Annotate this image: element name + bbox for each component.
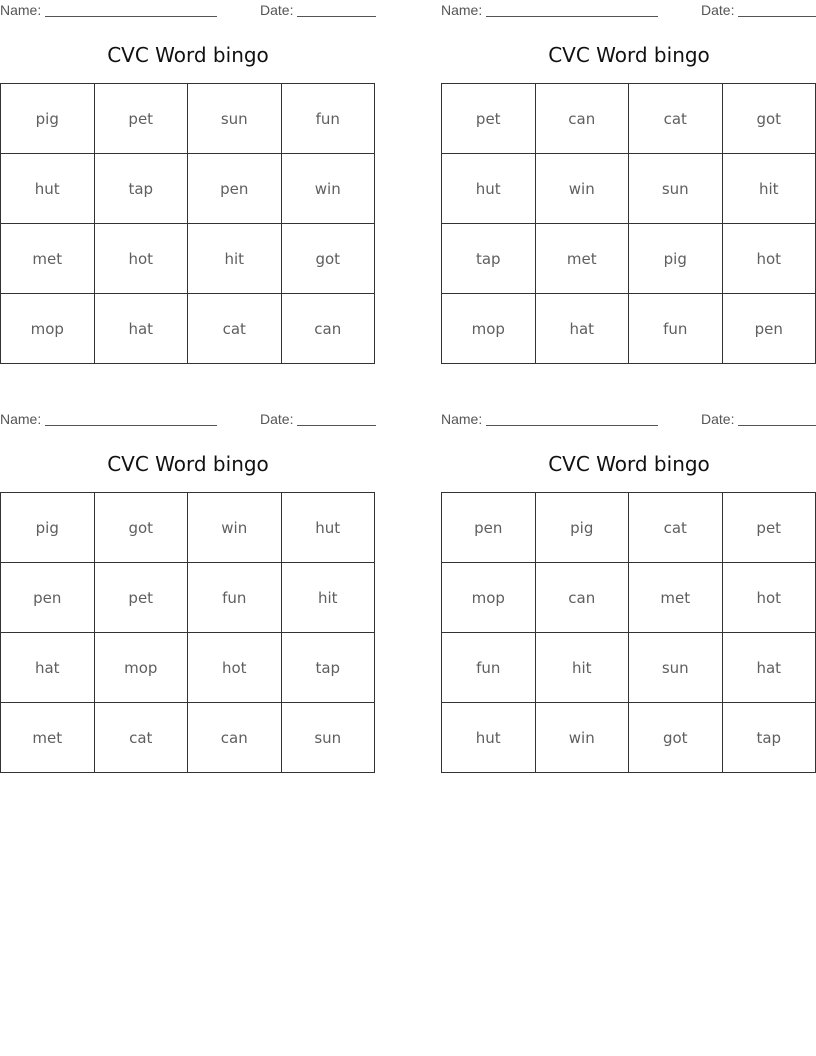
bingo-cell[interactable]: pig bbox=[535, 493, 629, 563]
bingo-cell[interactable]: mop bbox=[1, 294, 95, 364]
date-field[interactable] bbox=[738, 425, 816, 426]
bingo-grid bbox=[0, 492, 375, 773]
bingo-cell[interactable]: got bbox=[629, 703, 723, 773]
grid-row bbox=[442, 703, 816, 773]
bingo-cell[interactable]: met bbox=[1, 703, 95, 773]
bingo-cell[interactable]: pet bbox=[722, 493, 816, 563]
grid-row bbox=[442, 224, 816, 294]
bingo-cell[interactable]: pen bbox=[722, 294, 816, 364]
grid-row bbox=[442, 154, 816, 224]
bingo-cell[interactable]: pet bbox=[94, 84, 188, 154]
date-label: Date: bbox=[260, 2, 294, 18]
bingo-cell[interactable]: cat bbox=[629, 493, 723, 563]
name-field[interactable] bbox=[45, 425, 217, 426]
bingo-cell[interactable]: hut bbox=[1, 154, 95, 224]
bingo-grid bbox=[441, 83, 816, 364]
bingo-cell[interactable]: win bbox=[281, 154, 375, 224]
grid-row bbox=[1, 633, 375, 703]
grid-row bbox=[1, 224, 375, 294]
bingo-cell[interactable]: hut bbox=[442, 703, 536, 773]
bingo-cell[interactable]: tap bbox=[94, 154, 188, 224]
date-label: Date: bbox=[260, 411, 294, 427]
bingo-cell[interactable]: pen bbox=[188, 154, 282, 224]
bingo-cell[interactable]: win bbox=[535, 703, 629, 773]
name-date-line bbox=[0, 0, 376, 20]
bingo-cell[interactable]: hat bbox=[94, 294, 188, 364]
bingo-cell[interactable]: hut bbox=[281, 493, 375, 563]
grid-row bbox=[1, 294, 375, 364]
grid-row bbox=[442, 493, 816, 563]
bingo-cell[interactable]: pig bbox=[1, 493, 95, 563]
bingo-cell[interactable]: cat bbox=[629, 84, 723, 154]
name-label: Name: bbox=[441, 2, 483, 18]
bingo-cell[interactable]: pet bbox=[442, 84, 536, 154]
bingo-cell[interactable]: hut bbox=[442, 154, 536, 224]
name-label: Name: bbox=[0, 411, 42, 427]
date-field[interactable] bbox=[297, 16, 376, 17]
bingo-cell[interactable]: got bbox=[281, 224, 375, 294]
bingo-cell[interactable]: mop bbox=[442, 563, 536, 633]
bingo-cell[interactable]: sun bbox=[629, 633, 723, 703]
bingo-cell[interactable]: pen bbox=[1, 563, 95, 633]
bingo-cell[interactable]: hit bbox=[535, 633, 629, 703]
bingo-cell[interactable]: sun bbox=[188, 84, 282, 154]
grid-row bbox=[442, 294, 816, 364]
bingo-cell[interactable]: hot bbox=[94, 224, 188, 294]
name-label: Name: bbox=[441, 411, 483, 427]
bingo-cell[interactable]: sun bbox=[281, 703, 375, 773]
bingo-cell[interactable]: tap bbox=[722, 703, 816, 773]
bingo-cell[interactable]: tap bbox=[442, 224, 536, 294]
grid-row bbox=[1, 703, 375, 773]
bingo-cell[interactable]: pet bbox=[94, 563, 188, 633]
bingo-cell[interactable]: can bbox=[281, 294, 375, 364]
bingo-cell[interactable]: met bbox=[535, 224, 629, 294]
bingo-grid bbox=[0, 83, 375, 364]
bingo-cell[interactable]: fun bbox=[188, 563, 282, 633]
card-title: CVC Word bingo bbox=[107, 452, 269, 476]
name-field[interactable] bbox=[45, 16, 217, 17]
bingo-cell[interactable]: hit bbox=[722, 154, 816, 224]
bingo-cell[interactable]: fun bbox=[442, 633, 536, 703]
bingo-cell[interactable]: pig bbox=[629, 224, 723, 294]
date-label: Date: bbox=[701, 411, 735, 427]
bingo-cell[interactable]: hat bbox=[535, 294, 629, 364]
bingo-cell[interactable]: tap bbox=[281, 633, 375, 703]
name-date-line bbox=[0, 409, 376, 429]
bingo-cell[interactable]: cat bbox=[94, 703, 188, 773]
bingo-cell[interactable]: cat bbox=[188, 294, 282, 364]
card-title: CVC Word bingo bbox=[107, 43, 269, 67]
bingo-cell[interactable]: hat bbox=[1, 633, 95, 703]
bingo-grid bbox=[441, 492, 816, 773]
bingo-cell[interactable]: fun bbox=[629, 294, 723, 364]
bingo-cell[interactable]: hat bbox=[722, 633, 816, 703]
bingo-cell[interactable]: pen bbox=[442, 493, 536, 563]
bingo-cell[interactable]: met bbox=[1, 224, 95, 294]
grid-row bbox=[1, 563, 375, 633]
name-date-line bbox=[441, 0, 816, 20]
date-label: Date: bbox=[701, 2, 735, 18]
name-date-line bbox=[441, 409, 816, 429]
bingo-cell[interactable]: hot bbox=[722, 563, 816, 633]
bingo-cell[interactable]: hit bbox=[188, 224, 282, 294]
name-field[interactable] bbox=[486, 425, 658, 426]
grid-row bbox=[1, 154, 375, 224]
date-field[interactable] bbox=[297, 425, 376, 426]
grid-row bbox=[442, 563, 816, 633]
bingo-cell[interactable]: can bbox=[535, 563, 629, 633]
name-label: Name: bbox=[0, 2, 42, 18]
bingo-cell[interactable]: mop bbox=[94, 633, 188, 703]
grid-row bbox=[1, 84, 375, 154]
bingo-cell[interactable]: can bbox=[535, 84, 629, 154]
name-field[interactable] bbox=[486, 16, 658, 17]
bingo-cell[interactable]: hit bbox=[281, 563, 375, 633]
grid-row bbox=[1, 493, 375, 563]
grid-row bbox=[442, 633, 816, 703]
date-field[interactable] bbox=[738, 16, 816, 17]
bingo-cell[interactable]: can bbox=[188, 703, 282, 773]
bingo-cell[interactable]: mop bbox=[442, 294, 536, 364]
bingo-cell[interactable]: got bbox=[94, 493, 188, 563]
bingo-cell[interactable]: win bbox=[188, 493, 282, 563]
bingo-cell[interactable]: hot bbox=[188, 633, 282, 703]
bingo-cell[interactable]: win bbox=[535, 154, 629, 224]
bingo-cell[interactable]: hot bbox=[722, 224, 816, 294]
bingo-cell[interactable]: met bbox=[629, 563, 723, 633]
bingo-cell[interactable]: got bbox=[722, 84, 816, 154]
card-title: CVC Word bingo bbox=[548, 43, 710, 67]
bingo-cell[interactable]: sun bbox=[629, 154, 723, 224]
bingo-cell[interactable]: pig bbox=[1, 84, 95, 154]
grid-row bbox=[442, 84, 816, 154]
bingo-cell[interactable]: fun bbox=[281, 84, 375, 154]
card-title: CVC Word bingo bbox=[548, 452, 710, 476]
